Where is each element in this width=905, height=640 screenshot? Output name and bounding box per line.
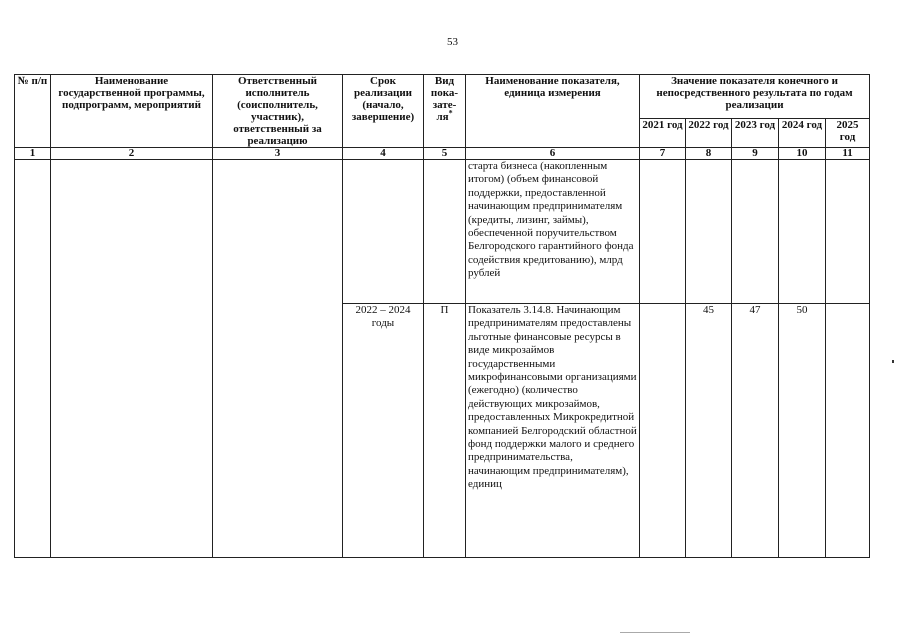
cell-kind: П — [424, 304, 466, 558]
header-executor: Ответственный исполнитель (соисполнитель, участник), ответственный за реализацию — [213, 75, 343, 148]
cell-value-2021 — [640, 304, 686, 558]
cell-value-2023: 47 — [732, 304, 779, 558]
column-number: 1 — [15, 148, 51, 160]
header-indicator-kind — [424, 75, 466, 148]
column-numbers-row — [15, 148, 870, 160]
cell-value-2022: 45 — [686, 304, 732, 558]
header-year-2022: 2022 год — [686, 118, 732, 147]
column-number: 3 — [213, 148, 343, 160]
header-year-2024: 2024 год — [779, 118, 826, 147]
cell-kind — [424, 160, 466, 304]
column-number: 7 — [640, 148, 686, 160]
scan-artifact-dot — [892, 360, 894, 363]
indicator-table — [14, 74, 870, 558]
cell-term: 2022 – 2024 годы — [343, 304, 424, 558]
column-number: 10 — [779, 148, 826, 160]
cell-indicator-name: Показатель 3.14.8. Начинающим предпринимателям предоставлены льготные финансовые ресурсы в виде микрозаймов государственными микрофинансовыми организациями (ежегодно) (количество действующих микрозаймов, предоставленных Микрокредитной компанией Белгородский областной фонд поддержки малого и среднего предпринимательства, начинающим предпринимателям), единиц — [466, 304, 640, 558]
header-indicator-name: Наименование показателя, единица измерения — [466, 75, 640, 148]
cell-number — [15, 160, 51, 558]
page-number: 53 — [447, 36, 458, 48]
cell-value-2021 — [640, 160, 686, 304]
cell-executor — [213, 160, 343, 558]
cell-value-2022 — [686, 160, 732, 304]
header-year-2025: 2025 год — [826, 118, 870, 147]
cell-term — [343, 160, 424, 304]
header-number: № п/п — [15, 75, 51, 148]
column-number: 8 — [686, 148, 732, 160]
cell-indicator-name: старта бизнеса (накопленным итогом) (объем финансовой поддержки, предоставленной начинающим предпринимателям (кредиты, лизинг, займы), обеспеченной поручительством Белгородского гарантийного фонда содействия кредитованию), млрд рублей — [466, 160, 640, 304]
scan-artifact-line — [620, 632, 690, 633]
column-number: 11 — [826, 148, 870, 160]
header-row — [15, 75, 870, 119]
header-year-2021: 2021 год — [640, 118, 686, 147]
column-number: 6 — [466, 148, 640, 160]
column-number: 9 — [732, 148, 779, 160]
header-indicator-kind-text: Вид пока-зате-ля — [430, 75, 459, 123]
column-number: 4 — [343, 148, 424, 160]
cell-program-name — [51, 160, 213, 558]
footnote-mark: * — [448, 108, 453, 118]
cell-value-2025 — [826, 304, 870, 558]
header-program-name: Наименование государственной программы, подпрограмм, мероприятий — [51, 75, 213, 148]
cell-value-2024 — [779, 160, 826, 304]
column-number: 2 — [51, 148, 213, 160]
column-number: 5 — [424, 148, 466, 160]
header-values-group: Значение показателя конечного и непосредственного результата по годам реализации — [640, 75, 870, 119]
header-year-2023: 2023 год — [732, 118, 779, 147]
cell-value-2025 — [826, 160, 870, 304]
cell-value-2024: 50 — [779, 304, 826, 558]
header-term: Срок реализации (начало, завершение) — [343, 75, 424, 148]
table-row — [15, 160, 870, 304]
cell-value-2023 — [732, 160, 779, 304]
